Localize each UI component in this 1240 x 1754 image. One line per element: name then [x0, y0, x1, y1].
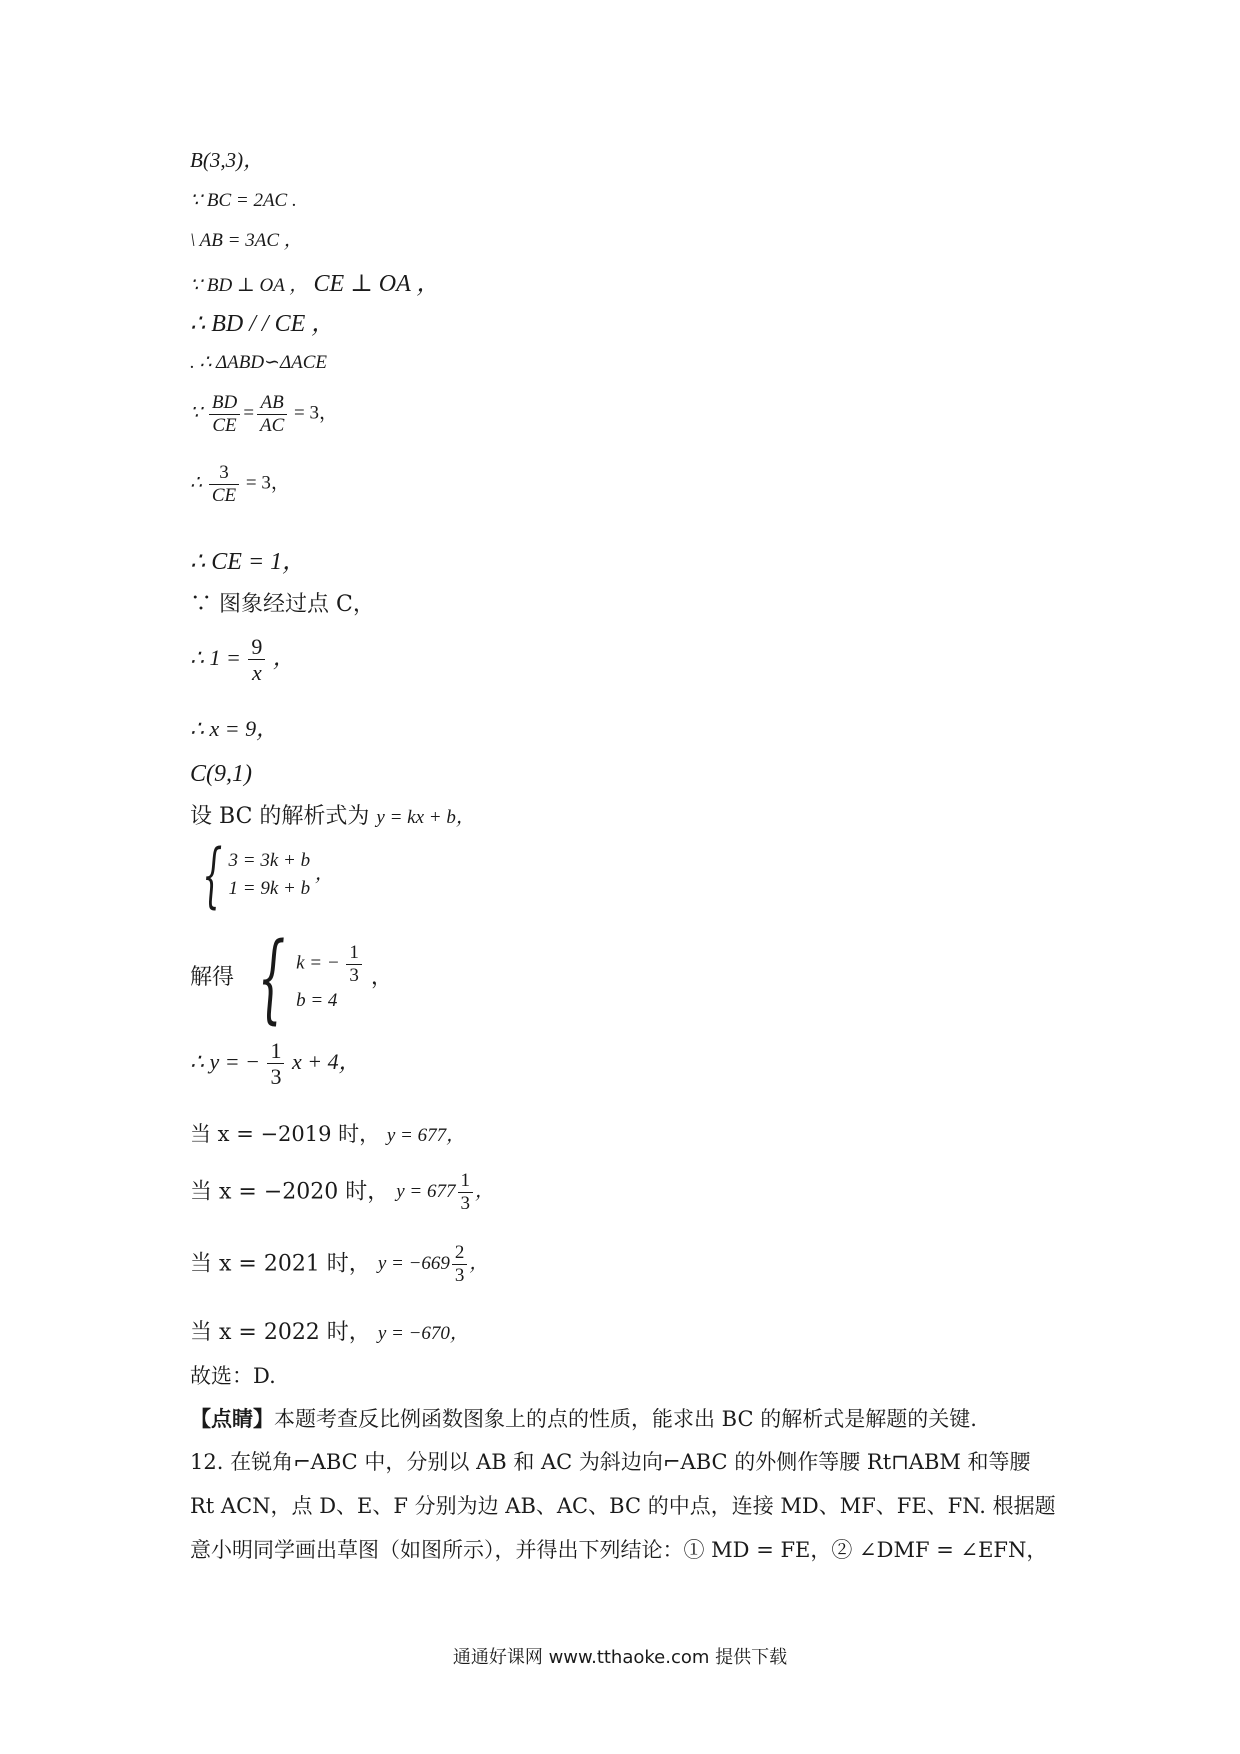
case-x: 当 x = −2020 时， [190, 1179, 390, 1205]
line-ab-3ac: \ AB = 3AC ， [190, 230, 303, 251]
ce-perp-oa: CE ⊥ OA ， [313, 271, 441, 297]
numerator: 1 [458, 1170, 474, 1193]
line-c-point: C(9,1) [190, 761, 252, 787]
k-equals: k = − [296, 952, 340, 974]
fraction-9-x [248, 634, 265, 686]
numerator: BD [209, 392, 240, 415]
line-b-point: B(3,3)， [190, 148, 265, 172]
system-row-1: 3 = 3k + b [228, 850, 311, 872]
case-x: 当 x = −2019 时， [190, 1122, 381, 1146]
equation-system [190, 834, 311, 916]
solution-row-2: b = 4 [296, 989, 338, 1011]
equals-3: = 3， [245, 472, 290, 494]
system-row-2: 1 = 9k + b [228, 878, 311, 899]
solution-row-1 [296, 942, 364, 987]
line-system [190, 834, 334, 916]
numerator: 3 [209, 462, 239, 485]
line-1-eq-9-over-x [190, 634, 295, 686]
left-brace: { [257, 922, 286, 1034]
line-x-9: ∴ x = 9， [190, 716, 279, 741]
solve-text: 解得 [190, 965, 235, 990]
case-x: 当 x = 2021 时， [190, 1251, 371, 1277]
fraction-1-3 [346, 942, 362, 987]
numerator: 9 [248, 634, 265, 660]
left-brace: { [202, 834, 223, 916]
line-x-2021 [190, 1242, 488, 1287]
y-equals: ∴ y = − [190, 1048, 260, 1074]
y-value: y = 677 [396, 1180, 456, 1202]
line-parallel: ∴ BD / / CE ， [190, 311, 336, 337]
line-perpendicular [190, 270, 440, 299]
comma: ， [475, 1180, 495, 1202]
therefore-sign: ∴ [190, 472, 203, 494]
fraction-1-3 [267, 1038, 284, 1090]
line-bc-2ac: ∵ BC = 2AC . [190, 190, 297, 211]
case-y: y = 677， [386, 1125, 466, 1146]
line-answer: 故选：D. [190, 1364, 276, 1388]
fraction-ab-ac [257, 392, 287, 437]
line-x-2022 [190, 1320, 469, 1346]
denominator: 3 [460, 1192, 471, 1214]
bd-perp-oa: ∵ BD ⊥ OA ， [190, 275, 309, 296]
comma: ， [370, 965, 393, 990]
fraction-3-ce [209, 462, 239, 507]
line-ce-1: ∴ CE = 1， [190, 549, 307, 575]
question-12-line-2: Rt ACN，点 D、E、F 分别为边 AB、AC、BC 的中点，连接 MD、MF、FE、FN. 根据题 [190, 1494, 1056, 1518]
case-x: 当 x = 2022 时， [190, 1320, 371, 1345]
line-3-over-ce [190, 462, 290, 507]
comma: ， [314, 863, 334, 885]
x-plus-4: x + 4， [291, 1048, 361, 1074]
denominator: x [251, 660, 262, 686]
numerator: 1 [346, 942, 362, 965]
numerator: AB [257, 392, 287, 415]
case-y [396, 1170, 494, 1215]
solution-system [241, 922, 364, 1034]
therefore-1-eq: ∴ 1 = [190, 644, 241, 670]
comment-text: 本题考查反比例函数图象上的点的性质，能求出 BC 的解析式是解题的关键. [274, 1407, 977, 1431]
fraction-2-3 [452, 1242, 468, 1287]
line-set-bc [190, 804, 475, 830]
set-bc-text: 设 BC 的解析式为 [190, 804, 370, 829]
because-sign: ∵ [190, 402, 203, 424]
line-x-neg2019 [190, 1122, 465, 1148]
question-12-line-3: 意小明同学画出草图（如图所示），并得出下列结论：① MD = FE，② ∠DMF = ∠EFN， [190, 1538, 1048, 1562]
fraction-1-3 [458, 1170, 474, 1215]
comment-tag: 【点睛】 [190, 1406, 274, 1431]
comma: ， [469, 1252, 489, 1274]
denominator: CE [211, 484, 237, 506]
line-ratio: ∵ $\frac{BD}{CE}$ = $\frac{AB}{AC}$ = 3， [190, 392, 338, 436]
y-value: y = −669 [377, 1252, 450, 1274]
numerator: 1 [267, 1038, 284, 1064]
case-y [378, 1242, 489, 1287]
linear-form: y = kx + b， [376, 807, 475, 828]
page-footer: 通通好课网 www.tthaoke.com 提供下载 [452, 1647, 788, 1668]
line-solution [190, 922, 393, 1034]
case-y: y = −670， [377, 1323, 469, 1344]
numerator: 2 [452, 1242, 468, 1265]
fraction-bd-ce [209, 392, 240, 437]
denominator: 3 [454, 1264, 465, 1286]
denominator: CE [212, 414, 237, 436]
question-12-line-1: 12. 在锐角⌐ABC 中，分别以 AB 和 AC 为斜边向⌐ABC 的外侧作等腰 Rt⊓ABM 和等腰 [190, 1450, 1031, 1474]
line-graph-passes-c: ∵ 图象经过点 C， [190, 592, 375, 617]
denominator: 3 [270, 1064, 282, 1090]
ratio-value: = 3， [294, 402, 338, 424]
denominator: AC [260, 414, 285, 436]
denominator: 3 [349, 964, 359, 986]
line-comment [190, 1406, 977, 1432]
line-x-neg2020 [190, 1170, 494, 1215]
line-similar: . ∴ ΔABD∽ΔACE [190, 352, 328, 373]
line-y-expression [190, 1038, 361, 1090]
comma: ， [272, 644, 295, 670]
